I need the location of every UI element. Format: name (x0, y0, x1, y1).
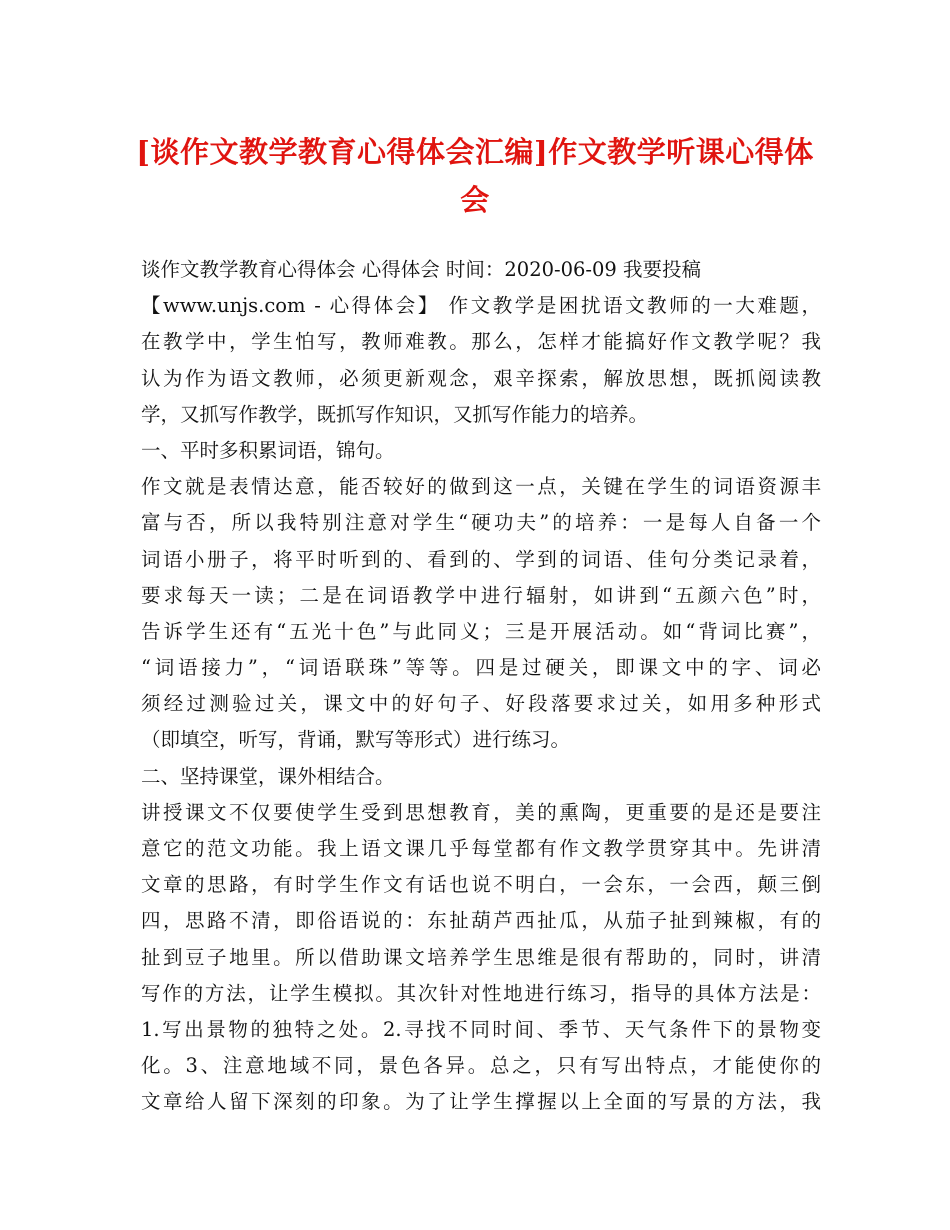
body-line: 写作的方法，让学生模拟。其次针对性地进行练习，指导的具体方法是： (141, 981, 821, 1005)
body-line: 作文就是表情达意，能否较好的做到这一点，关键在学生的词语资源丰 (141, 475, 821, 499)
body-line: 学，又抓写作教学，既抓写作知识，又抓写作能力的培养。 (141, 402, 649, 426)
body-line: 文章给人留下深刻的印象。为了让学生撑握以上全面的写景的方法，我 (141, 1090, 821, 1114)
document-body (141, 252, 821, 1121)
body-line: （即填空，听写，背诵，默写等形式）进行练习。 (141, 728, 571, 752)
body-line: 文章的思路，有时学生作文有话也说不明白，一会东，一会西，颠三倒 (141, 873, 821, 897)
body-line: 四，思路不清，即俗语说的：东扯葫芦西扯瓜，从茄子扯到辣椒，有的 (141, 909, 821, 933)
body-line: 告诉学生还有“五光十色”与此同义；三是开展活动。如“背词比赛”， (141, 619, 821, 643)
title-line-2: 会 (460, 183, 490, 217)
body-line: 须经过测验过关，课文中的好句子、好段落要求过关，如用多种形式 (141, 692, 821, 716)
document-title (120, 128, 830, 224)
section-heading: 二、坚持课堂，课外相结合。 (141, 764, 395, 788)
body-line: 认为作为语文教师，必须更新观念，艰辛探索，解放思想，既抓阅读教 (141, 366, 821, 390)
body-line: 扯到豆子地里。所以借助课文培养学生思维是很有帮助的，同时，讲清 (141, 945, 821, 969)
section-heading: 一、平时多积累词语，锦句。 (141, 438, 395, 462)
body-line: 意它的范文功能。我上语文课几乎每堂都有作文教学贯穿其中。先讲清 (141, 837, 821, 860)
body-line: “词语接力”，“词语联珠”等等。四是过硬关，即课文中的字、词必 (141, 656, 821, 680)
body-line: 化。3、注意地域不同，景色各异。总之，只有写出特点，才能使你的 (141, 1054, 821, 1078)
body-line: 【www.unjs.com - 心得体会】 作文教学是困扰语文教师的一大难题， (141, 294, 821, 318)
body-line: 在教学中，学生怕写，教师难教。那么，怎样才能搞好作文教学呢？我 (141, 330, 821, 354)
body-line: 富与否，所以我特别注意对学生“硬功夫”的培养：一是每人自备一个 (141, 511, 821, 535)
body-line: 1.写出景物的独特之处。2.寻找不同时间、季节、天气条件下的景物变 (141, 1017, 821, 1041)
body-line: 谈作文教学教育心得体会 心得体会 时间：2020-06-09 我要投稿 (141, 258, 702, 281)
title-line-1: [谈作文教学教育心得体会汇编]作文教学听课心得体 (136, 135, 814, 169)
body-line: 要求每天一读；二是在词语教学中进行辐射，如讲到“五颜六色”时， (141, 583, 821, 607)
body-line: 讲授课文不仅要使学生受到思想教育，美的熏陶，更重要的是还是要注 (141, 800, 821, 824)
body-line: 词语小册子，将平时听到的、看到的、学到的词语、佳句分类记录着， (141, 547, 821, 571)
